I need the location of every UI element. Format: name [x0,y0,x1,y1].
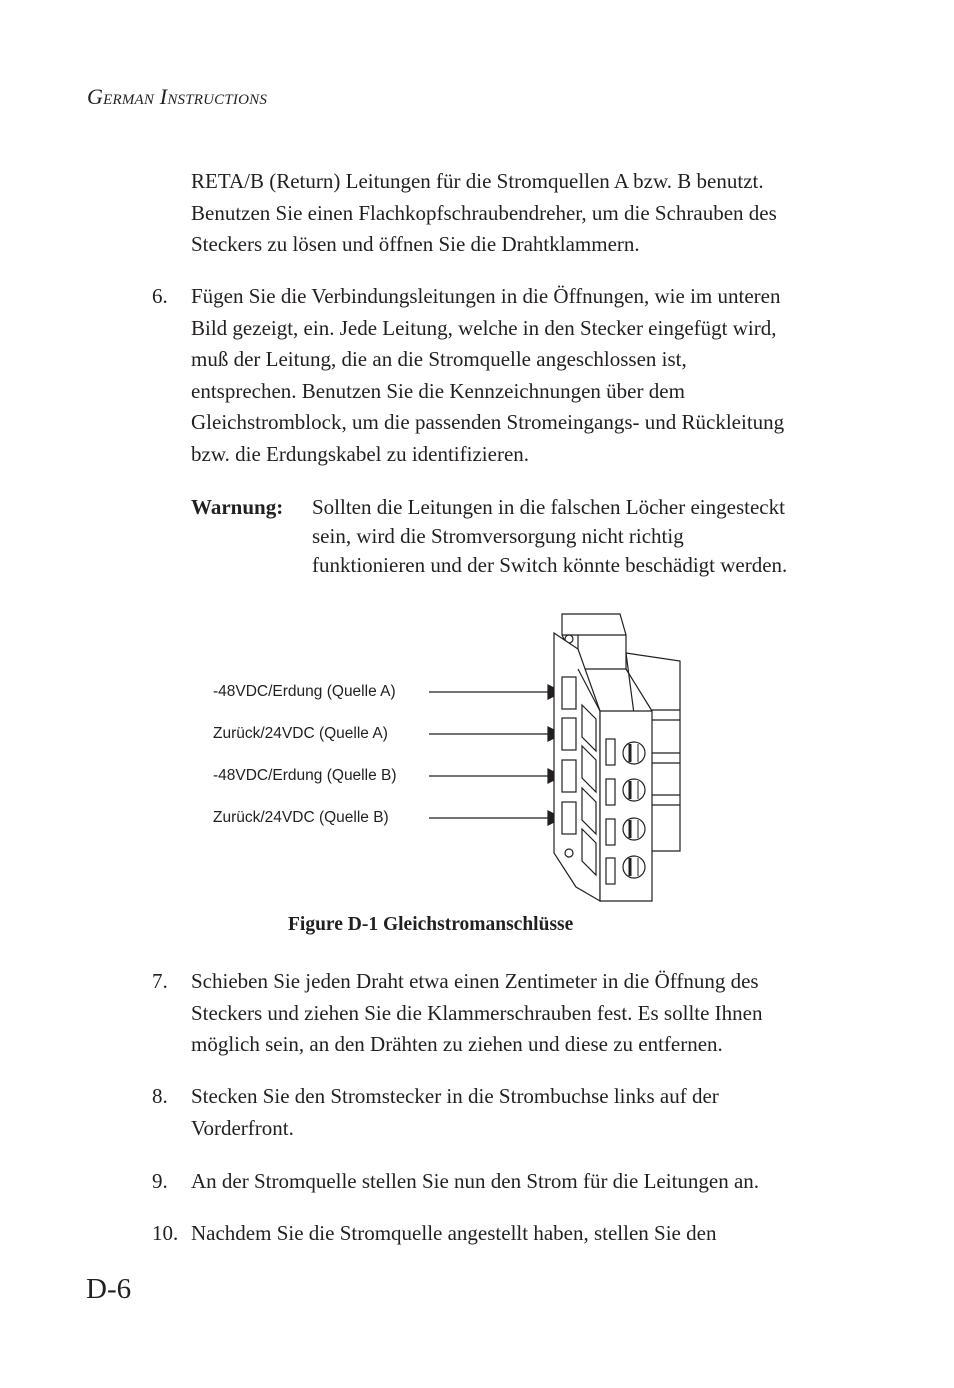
step-6-number: 6. [152,284,168,308]
step-10-text [191,1218,851,1250]
step-8-text [191,1081,851,1144]
step-8-number: 8. [152,1084,168,1108]
step-7-number: 7. [152,969,168,993]
warning-text [312,493,852,580]
step-6-text [191,281,851,470]
arrow-2 [429,727,562,741]
header-word-1-rest: ERMAN [103,92,155,108]
text-line: Fügen Sie die Verbindungsleitungen in die Öffnungen, wie im unteren [191,284,781,308]
text-line: bzw. die Erdungskabel zu identifizieren. [191,441,530,466]
step-7-text [191,966,851,1061]
text-line: Nachdem Sie die Stromquelle angestellt haben, stellen Sie den [191,1221,717,1245]
text-line: Gleichstromblock, um die passenden Stromeingangs- und Rückleitung [191,410,785,434]
screw-2 [623,779,645,801]
warning-label: Warnung: [191,495,284,519]
arrow-1 [429,685,562,699]
figure-label-2: Zurück/24VDC (Quelle A) [213,725,388,742]
text-line: funktionieren und der Switch könnte beschädigt werden. [312,553,788,577]
text-line: Sollten die Leitungen in die falschen Löcher eingesteckt [312,495,785,519]
text-line: Schieben Sie jeden Draht etwa einen Zentimeter in die Öffnung des [191,969,759,993]
header-initial-1: G [87,84,104,109]
page-number: D-6 [86,1273,132,1305]
screw-4 [623,856,645,878]
figure-label-4: Zurück/24VDC (Quelle B) [213,809,389,826]
step-9-text [191,1166,851,1198]
arrow-4 [429,811,562,825]
step-10-number: 10. [152,1221,179,1245]
text-line: sein, wird die Stromversorgung nicht richtig [312,524,684,548]
screw-3 [623,818,645,840]
text-line: Steckers zu lösen und öffnen Sie die Drahtklammern. [191,232,640,256]
text-line: Vorderfront. [191,1115,294,1140]
text-line: An der Stromquelle stellen Sie nun den Strom für die Leitungen an. [191,1169,760,1193]
screw-1 [623,742,645,764]
text-line: möglich sein, an den Drähten zu ziehen und diese zu entfernen. [191,1032,723,1056]
figure-label-1: -48VDC/Erdung (Quelle A) [213,683,396,700]
figure-label-3: -48VDC/Erdung (Quelle B) [213,767,397,784]
connector-drawing [200,605,700,905]
text-line: RETA/B (Return) Leitungen für die Stromquellen A bzw. B benutzt. [191,169,764,193]
connector-figure [200,605,700,905]
text-line: muß der Leitung, die an die Stromquelle angeschlossen ist, [191,347,687,371]
text-line: Benutzen Sie einen Flachkopfschraubendreher, um die Schrauben des [191,200,777,225]
text-line: Stecken Sie den Stromstecker in die Strombuchse links auf der [191,1084,719,1108]
figure-caption: Figure D-1 Gleichstromanschlüsse [288,914,574,935]
header-word-2-rest: NSTRUCTIONS [167,92,268,108]
step-9-number: 9. [152,1169,168,1193]
text-line: Steckers und ziehen Sie die Klammerschrauben fest. Es sollte Ihnen [191,1000,763,1025]
intro-paragraph [191,166,851,261]
arrow-3 [429,769,562,783]
running-header [87,84,267,110]
text-line: Bild gezeigt, ein. Jede Leitung, welche in den Stecker eingefügt wird, [191,315,777,340]
header-initial-2: I [159,84,168,109]
text-line: entsprechen. Benutzen Sie die Kennzeichnungen über dem [191,378,685,403]
